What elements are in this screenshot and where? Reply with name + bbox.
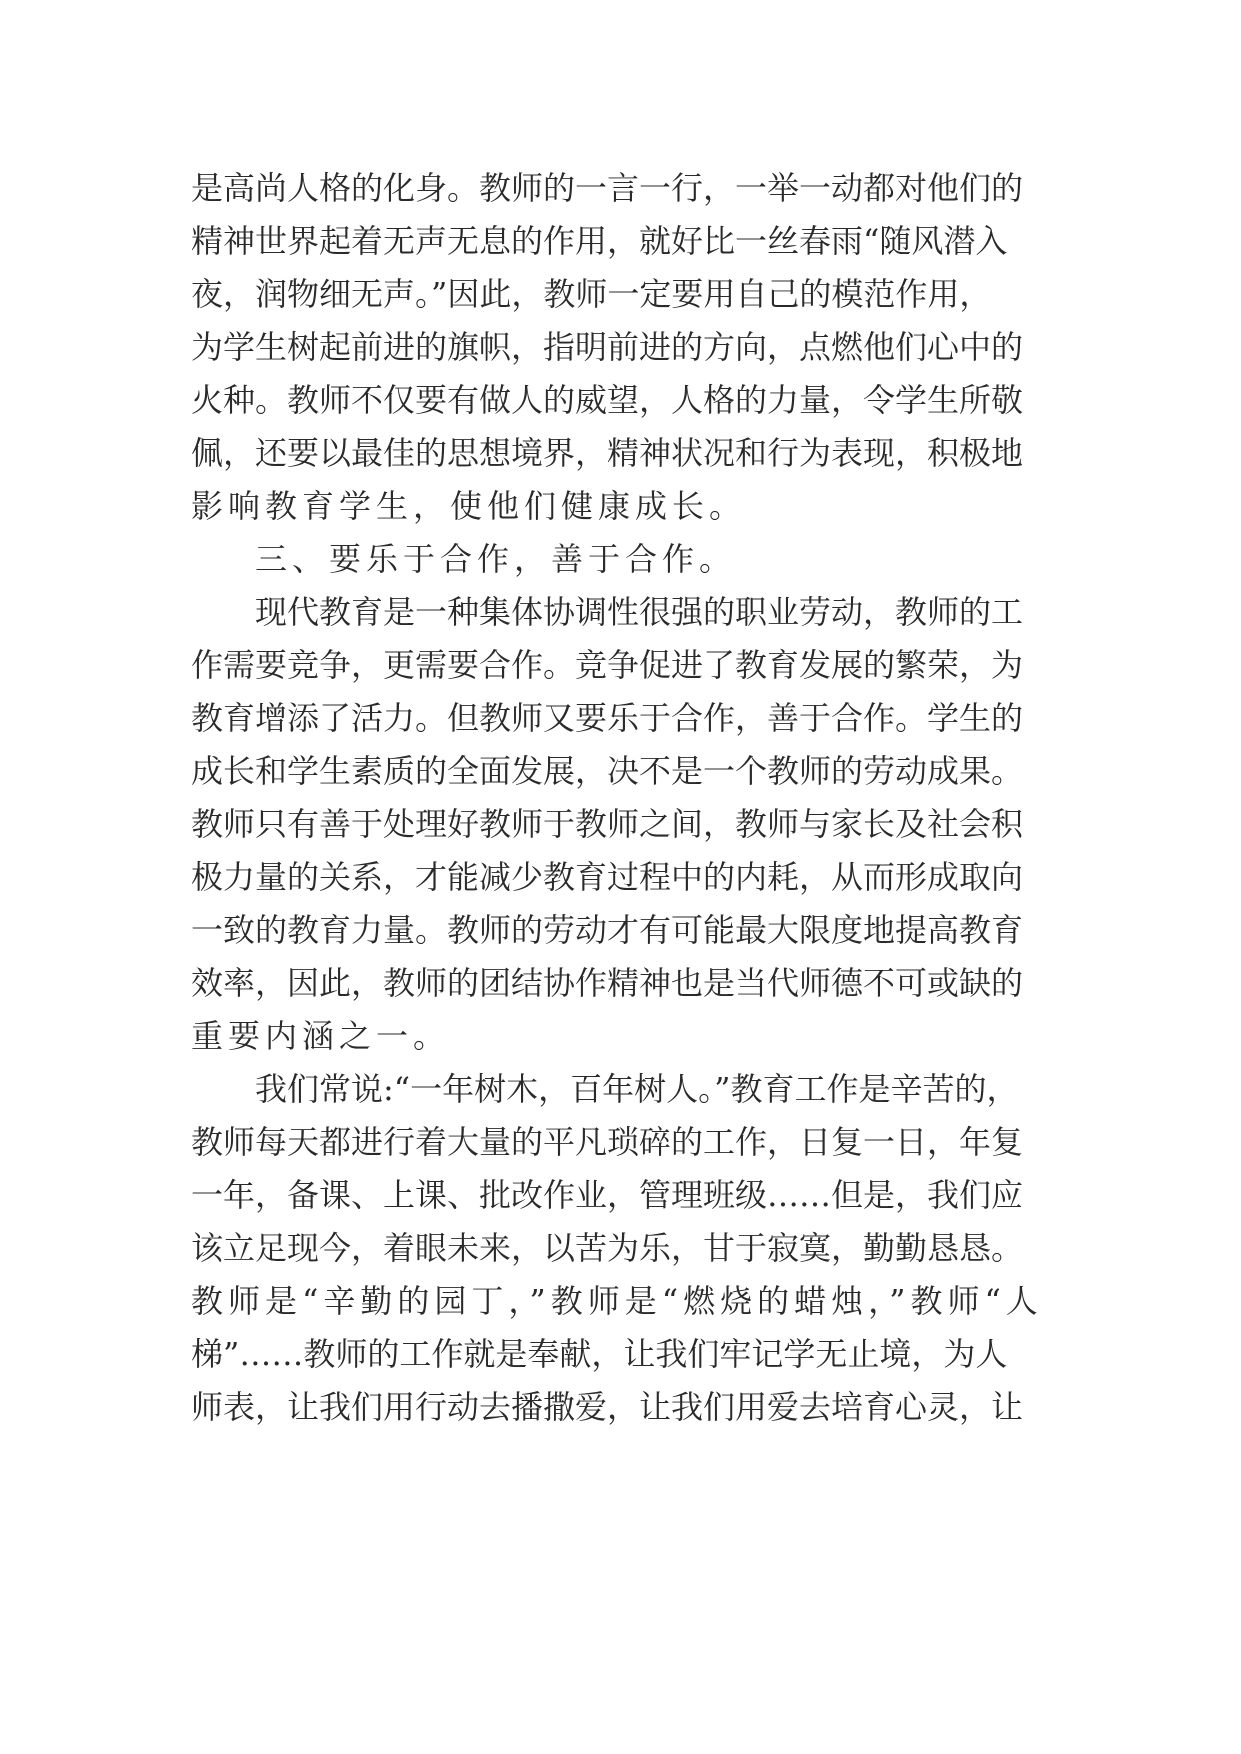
text-line-1: 是高尚人格的化身。教师的一言一行，一举一动都对他们的	[191, 169, 1024, 207]
text-line-19: 教师每天都进行着大量的平凡琐碎的工作，日复一日，年复	[191, 1123, 1024, 1161]
text-line-7: 影响教育学生，使他们健康成长。	[191, 487, 747, 525]
text-line-2: 精神世界起着无声无息的作用，就好比一丝春雨“随风潜入	[191, 222, 1008, 260]
text-line-20: 一年，备课、上课、批改作业，管理班级……但是，我们应	[191, 1176, 1024, 1214]
text-line-16: 效率，因此，教师的团结协作精神也是当代师德不可或缺的	[191, 964, 1024, 1002]
text-line-13: 教师只有善于处理好教师于教师之间，教师与家长及社会积	[191, 805, 1024, 843]
text-line-14: 极力量的关系，才能减少教育过程中的内耗，从而形成取向	[191, 858, 1024, 896]
text-line-6: 佩，还要以最佳的思想境界，精神状况和行为表现，积极地	[191, 434, 1024, 472]
text-line-4: 为学生树起前进的旗帜，指明前进的方向，点燃他们心中的	[191, 328, 1024, 366]
text-line-3: 夜，润物细无声。”因此，教师一定要用自己的模范作用，	[191, 275, 992, 313]
text-line-10: 作需要竞争，更需要合作。竞争促进了教育发展的繁荣，为	[191, 646, 1024, 684]
text-line-17: 重要内涵之一。	[191, 1017, 451, 1055]
text-line-23: 梯”……教师的工作就是奉献，让我们牢记学无止境，为人	[191, 1335, 1008, 1373]
text-line-15: 一致的教育力量。教师的劳动才有可能最大限度地提高教育	[191, 911, 1024, 949]
text-line-12: 成长和学生素质的全面发展，决不是一个教师的劳动成果。	[191, 752, 1024, 790]
text-line-18: 我们常说:“一年树木，百年树人。”教育工作是辛苦的，	[255, 1070, 1019, 1108]
text-line-5: 火种。教师不仅要有做人的威望，人格的力量，令学生所敬	[191, 381, 1024, 419]
section-heading: 三、要乐于合作，善于合作。	[255, 540, 737, 578]
text-line-21: 该立足现今，着眼未来，以苦为乐，甘于寂寞，勤勤恳恳。	[191, 1229, 1024, 1267]
text-line-9: 现代教育是一种集体协调性很强的职业劳动，教师的工	[255, 593, 1024, 631]
text-line-11: 教育增添了活力。但教师又要乐于合作，善于合作。学生的	[191, 699, 1024, 737]
text-line-22: 教师是“辛勤的园丁，”教师是“燃烧的蜡烛，”教师“人	[191, 1282, 1043, 1320]
text-line-24: 师表，让我们用行动去播撒爱，让我们用爱去培育心灵，让	[191, 1388, 1024, 1426]
